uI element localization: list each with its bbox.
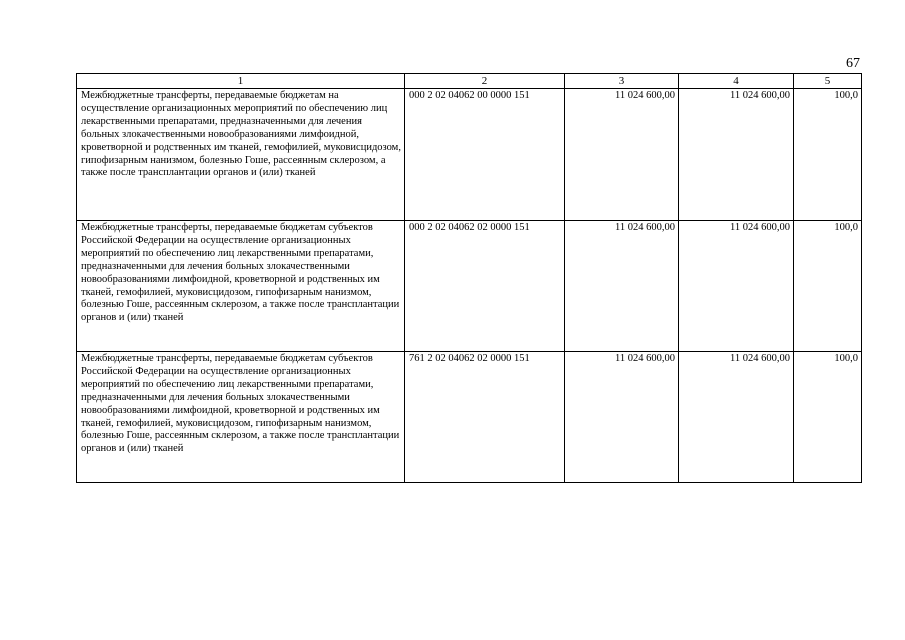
column-header-5: 5 xyxy=(794,74,862,89)
column-header-1: 1 xyxy=(77,74,405,89)
table-row xyxy=(77,221,862,352)
page-number: 67 xyxy=(846,56,860,71)
column-header-4: 4 xyxy=(679,74,794,89)
row-budget-code: 000 2 02 04062 00 0000 151 xyxy=(405,89,565,221)
budget-table xyxy=(76,73,862,483)
row-planned-amount: 11 024 600,00 xyxy=(565,352,679,483)
table-row xyxy=(77,89,862,221)
column-header-2: 2 xyxy=(405,74,565,89)
row-description: Межбюджетные трансферты, передаваемые бюджетам субъектов Российской Федерации на осуществление организационных мероприятий по обеспечению лиц лекарственными препаратами, предназначенными для лечения больных злокачественными новообразованиями лимфоидной, кроветворной и родственных им тканей, гемофилией, муковисцидозом, гипофизарным нанизмом, болезнью Гоше, рассеянным склерозом, а также после трансплантации органов и (или) тканей xyxy=(77,352,405,483)
row-execution-percent: 100,0 xyxy=(794,89,862,221)
row-budget-code: 761 2 02 04062 02 0000 151 xyxy=(405,352,565,483)
row-executed-amount: 11 024 600,00 xyxy=(679,352,794,483)
table-row xyxy=(77,352,862,483)
column-header-3: 3 xyxy=(565,74,679,89)
row-executed-amount: 11 024 600,00 xyxy=(679,221,794,352)
row-execution-percent: 100,0 xyxy=(794,352,862,483)
row-planned-amount: 11 024 600,00 xyxy=(565,89,679,221)
row-budget-code: 000 2 02 04062 02 0000 151 xyxy=(405,221,565,352)
row-description: Межбюджетные трансферты, передаваемые бюджетам на осуществление организационных мероприятий по обеспечению лиц лекарственными препаратами, предназначенными для лечения больных злокачественными новообразованиями лимфоидной, кроветворной и родственных им тканей, гемофилией, муковисцидозом, гипофизарным нанизмом, болезнью Гоше, рассеянным склерозом, а также после трансплантации органов и (или) тканей xyxy=(77,89,405,221)
row-execution-percent: 100,0 xyxy=(794,221,862,352)
row-planned-amount: 11 024 600,00 xyxy=(565,221,679,352)
table-header-row xyxy=(77,74,862,89)
row-description: Межбюджетные трансферты, передаваемые бюджетам субъектов Российской Федерации на осуществление организационных мероприятий по обеспечению лиц лекарственными препаратами, предназначенными для лечения больных злокачественными новообразованиями лимфоидной, кроветворной и родственных им тканей, гемофилией, муковисцидозом, гипофизарным нанизмом, болезнью Гоше, рассеянным склерозом, а также после трансплантации органов и (или) тканей xyxy=(77,221,405,352)
row-executed-amount: 11 024 600,00 xyxy=(679,89,794,221)
